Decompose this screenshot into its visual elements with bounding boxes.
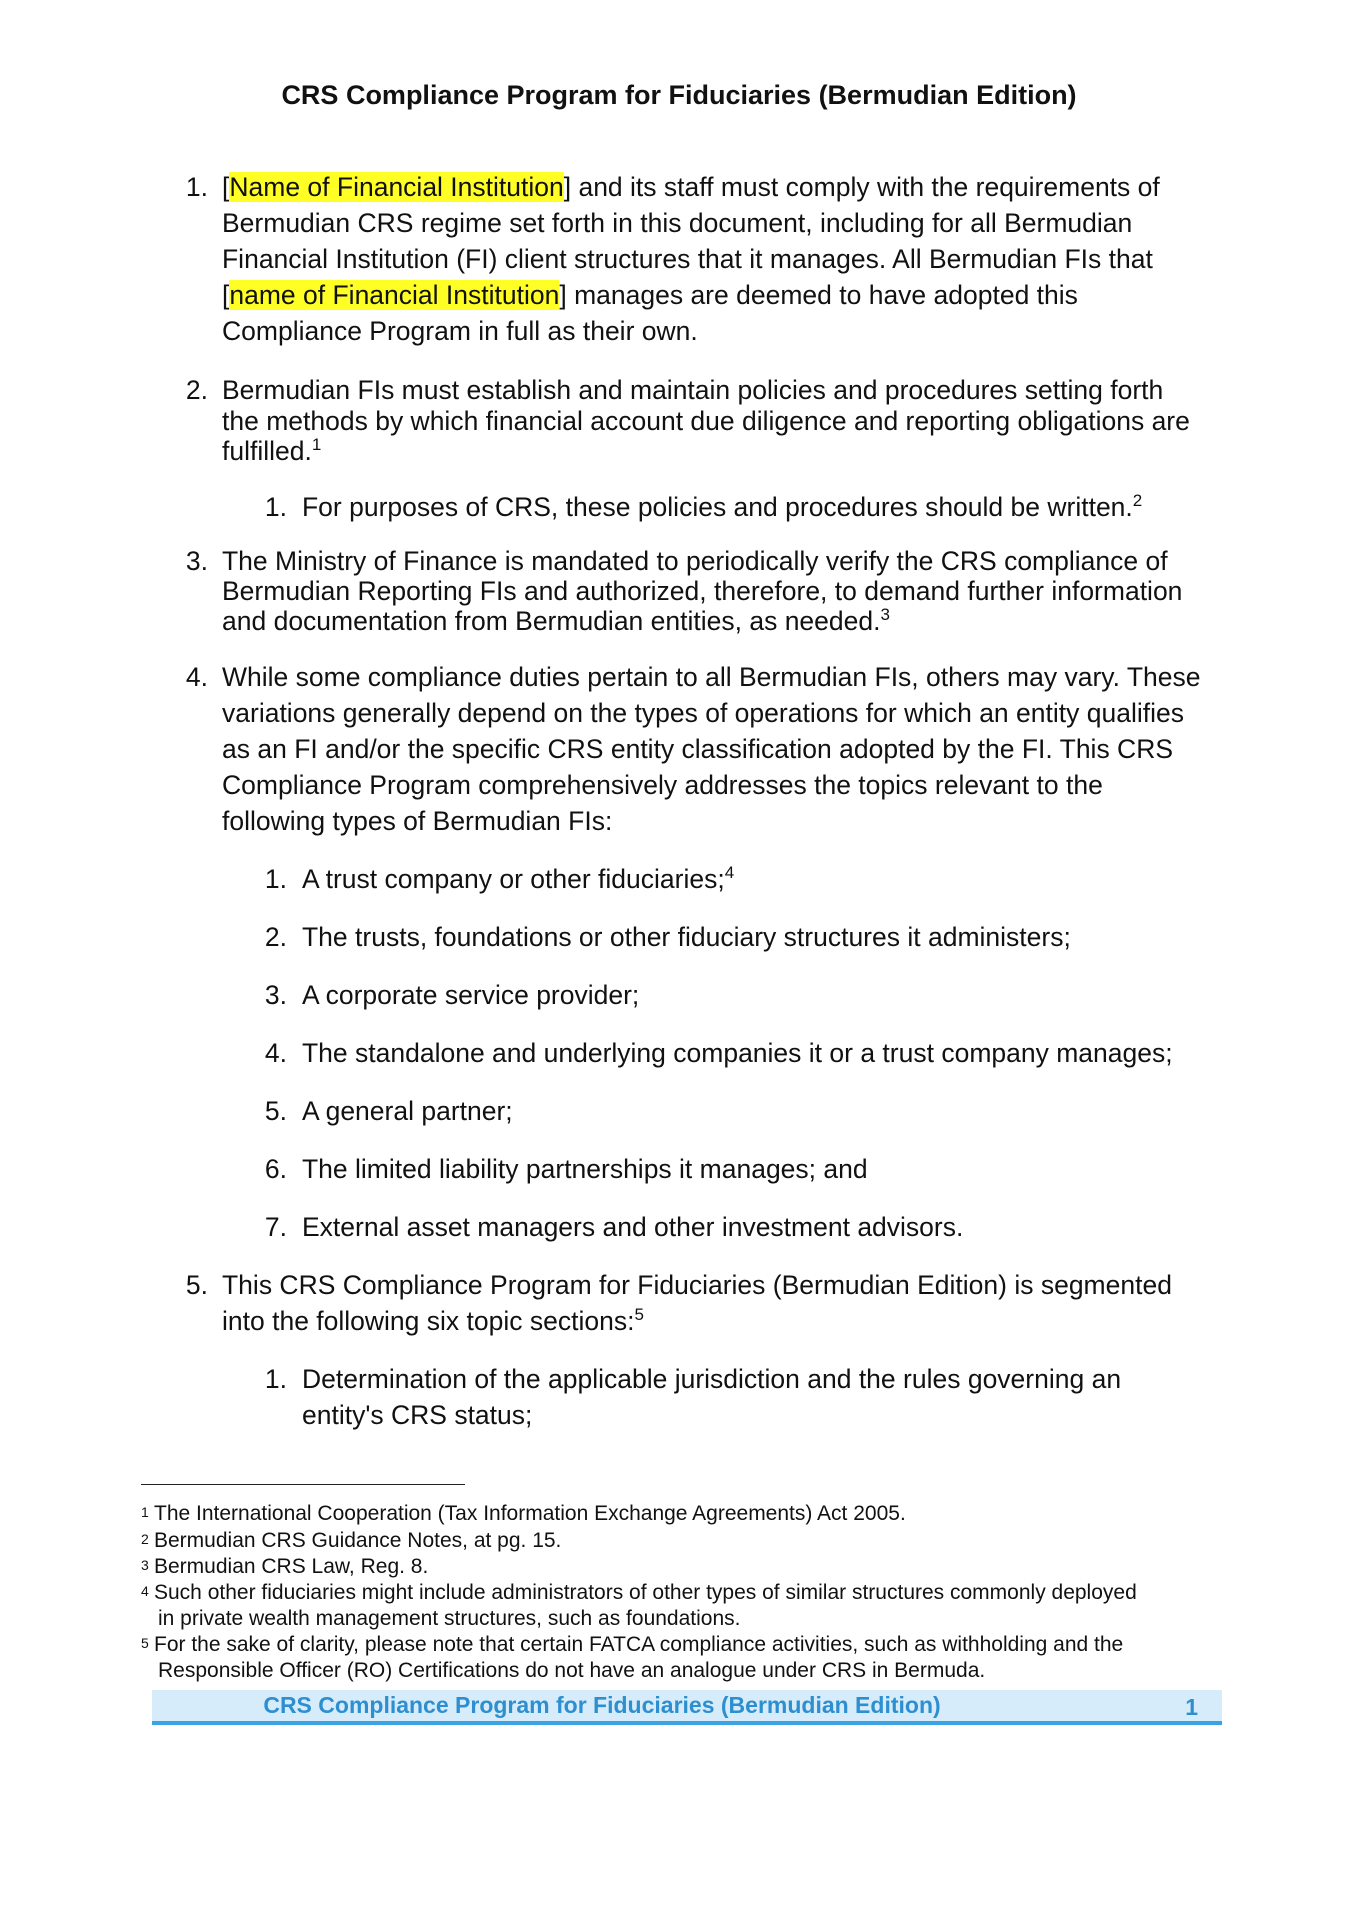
subitem-text: The limited liability partnerships it manages; and xyxy=(302,1154,868,1184)
item-line: the methods by which financial account due diligence and reporting obligations are xyxy=(222,406,1190,436)
footnote-text: in private wealth management structures, such as foundations. xyxy=(158,1607,741,1630)
item-line: Bermudian Reporting FIs and authorized, therefore, to demand further information xyxy=(222,576,1183,606)
subitem-text: entity's CRS status; xyxy=(302,1400,533,1430)
footnote-number: 3 xyxy=(141,1557,149,1573)
footer-title: CRS Compliance Program for Fiduciaries (Bermudian Edition) xyxy=(263,1692,941,1718)
footnote-ref: 3 xyxy=(880,605,890,625)
subitem-text: A corporate service provider; xyxy=(302,980,640,1010)
subitem-text: For purposes of CRS, these policies and procedures should be written.$^2$ xyxy=(302,491,1143,522)
subitem-number: 7. xyxy=(264,1212,287,1242)
footnote-ref: 1 xyxy=(311,435,322,455)
item-line: into the following six topic sections:$^5$ xyxy=(222,1305,644,1336)
subitem-number: 2. xyxy=(264,922,287,952)
footnote-text: The International Cooperation (Tax Information Exchange Agreements) Act 2005. xyxy=(154,1502,906,1525)
item-line: and documentation from Bermudian entities, as needed.$^3$ xyxy=(222,605,890,636)
item-line: The Ministry of Finance is mandated to periodically verify the CRS compliance of xyxy=(222,546,1168,576)
item-number: 4. xyxy=(185,662,208,692)
item-line: fulfilled.$^1$ xyxy=(222,435,322,466)
placeholder-highlight: name of Financial Institution xyxy=(229,280,560,310)
item-line: variations generally depend on the types of operations for which an entity qualifies xyxy=(222,698,1184,728)
footnote-ref: 2 xyxy=(1132,491,1143,511)
footnote-number: 5 xyxy=(141,1635,149,1651)
footnote-ref: 4 xyxy=(724,863,735,883)
item-number: 3. xyxy=(185,546,208,576)
item-line: Compliance Program in full as their own. xyxy=(222,316,698,346)
subitem-number: 3. xyxy=(264,980,287,1010)
subitem-text: A trust company or other fiduciaries;$^4$ xyxy=(302,863,735,894)
subitem-text: The trusts, foundations or other fiduciary structures it administers; xyxy=(302,922,1071,952)
item-number: 5. xyxy=(185,1270,208,1300)
footnote-text: For the sake of clarity, please note that certain FATCA compliance activities, such as withholding and the xyxy=(154,1633,1124,1656)
subitem-number: 1. xyxy=(264,864,287,894)
footnote-text: Bermudian CRS Law, Reg. 8. xyxy=(154,1555,429,1578)
subitem-number: 4. xyxy=(264,1038,287,1068)
page-number: 1 xyxy=(1185,1694,1198,1720)
item-line: [name of Financial Institution] manages are deemed to have adopted this xyxy=(222,280,1078,310)
page-footer xyxy=(152,1690,1222,1725)
item-number: 1. xyxy=(185,172,208,202)
footnote-text: Bermudian CRS Guidance Notes, at pg. 15. xyxy=(154,1529,562,1552)
footnote-separator xyxy=(141,1484,465,1485)
subitem-text: Determination of the applicable jurisdiction and the rules governing an xyxy=(302,1364,1122,1394)
item-number: 2. xyxy=(185,375,208,405)
footnote-number: 1 xyxy=(141,1504,149,1520)
item-line: as an FI and/or the specific CRS entity classification adopted by the FI. This CRS xyxy=(222,734,1174,764)
subitem-number: 1. xyxy=(264,1364,287,1394)
subitem-number: 1. xyxy=(264,492,287,522)
footnote-text: Such other fiduciaries might include administrators of other types of similar structures commonly deployed xyxy=(154,1581,1137,1604)
item-line: While some compliance duties pertain to all Bermudian FIs, others may vary. These xyxy=(222,662,1201,692)
item-line: This CRS Compliance Program for Fiduciaries (Bermudian Edition) is segmented xyxy=(222,1270,1172,1300)
footnote-number: 2 xyxy=(141,1531,149,1547)
item-line: Financial Institution (FI) client structures that it manages. All Bermudian FIs that xyxy=(222,244,1153,274)
subitem-text: A general partner; xyxy=(302,1096,513,1126)
subitem-text: The standalone and underlying companies it or a trust company manages; xyxy=(302,1038,1173,1068)
item-line: [Name of Financial Institution] and its staff must comply with the requirements of xyxy=(222,172,1160,202)
subitem-number: 6. xyxy=(264,1154,287,1184)
footnote-ref: 5 xyxy=(634,1305,644,1325)
placeholder-highlight: Name of Financial Institution xyxy=(229,172,564,202)
item-line: Bermudian CRS regime set forth in this document, including for all Bermudian xyxy=(222,208,1133,238)
footnote-text: Responsible Officer (RO) Certifications do not have an analogue under CRS in Bermuda. xyxy=(158,1659,986,1682)
item-line: Bermudian FIs must establish and maintain policies and procedures setting forth xyxy=(222,375,1164,405)
subitem-number: 5. xyxy=(264,1096,287,1126)
item-line: Compliance Program comprehensively addresses the topics relevant to the xyxy=(222,770,1103,800)
subitem-text: External asset managers and other investment advisors. xyxy=(302,1212,964,1242)
item-line: following types of Bermudian FIs: xyxy=(222,806,613,836)
footnote-number: 4 xyxy=(141,1583,149,1599)
document-title: CRS Compliance Program for Fiduciaries (Bermudian Edition) xyxy=(281,80,1077,110)
